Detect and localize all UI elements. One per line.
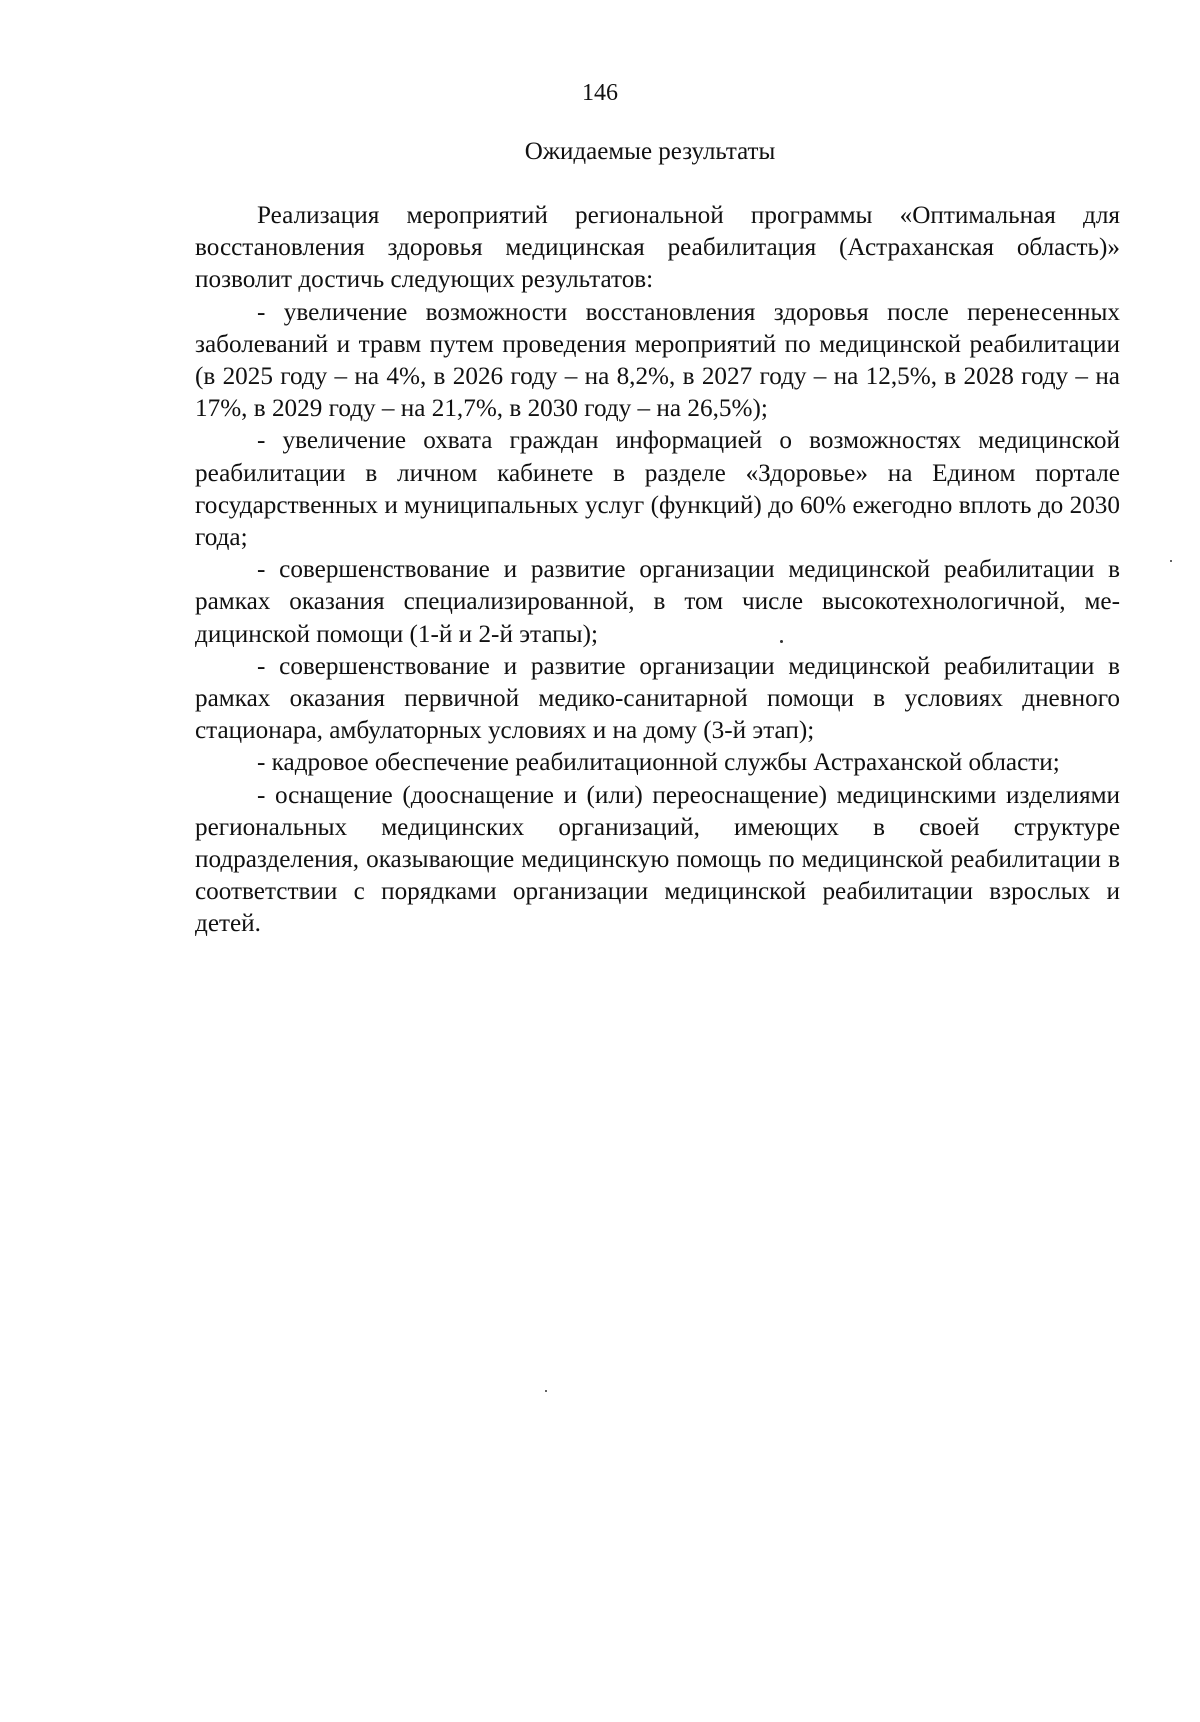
list-item: - кадровое обеспечение реабилитационной службы Астраханской области; [257,749,1060,777]
scan-speck [780,640,783,643]
scan-speck [1170,560,1172,562]
paragraph-intro: Реализация мероприятий региональной программы «Оптимальная для восстановления здоровья медицинская реабилитация (Астраханская область)» позволит достичь следующих результатов: [195,202,1120,294]
list-item: - увеличение возможности восстановления здоровья после перенесенных заболеваний и травм путем проведения мероприятий по медицинской реабилитации (в 2025 году – на 4%, в 2026 году – на 8,2%, в 2027 году – на 12,5%, в 2028 году – на 17%, в 2029 году – на 21,7%, в 2030 году – на 26,5%); [195,298,1120,423]
body-text [195,200,1120,941]
list-item: - оснащение (дооснащение и (или) переоснащение) медицинскими изделиями региональных медицинских организаций, имеющих в своей структуре подразделения, оказывающие медицинскую помощь по медицинской реабилитации в соответствии с порядками организации медицинской реабилитации взрослых и детей. [195,781,1120,938]
section-title: Ожидаемые результаты [524,138,776,165]
scan-speck [545,1390,547,1392]
page-number: 146 [582,80,618,106]
list-item: - совершенствование и развитие организации медицинской реабилитации в рамках оказания первичной медико-санитарной помощи в условиях дневного стационара, амбулаторных условиях и на дому (3-й этап); [195,652,1120,745]
list-item: - совершенствование и развитие организации медицинской реабилитации в рамках оказания специализированной, в том числе высокотехнологичной, медицинской помощи (1-й и 2-й этапы); [195,556,1120,648]
list-item: - увеличение охвата граждан информацией о возможностях медицинской реабилитации в личном кабинете в разделе «Здоровье» на Едином портале государственных и муниципальных услуг (функций) до 60% ежегодно вплоть до 2030 года; [195,427,1120,552]
